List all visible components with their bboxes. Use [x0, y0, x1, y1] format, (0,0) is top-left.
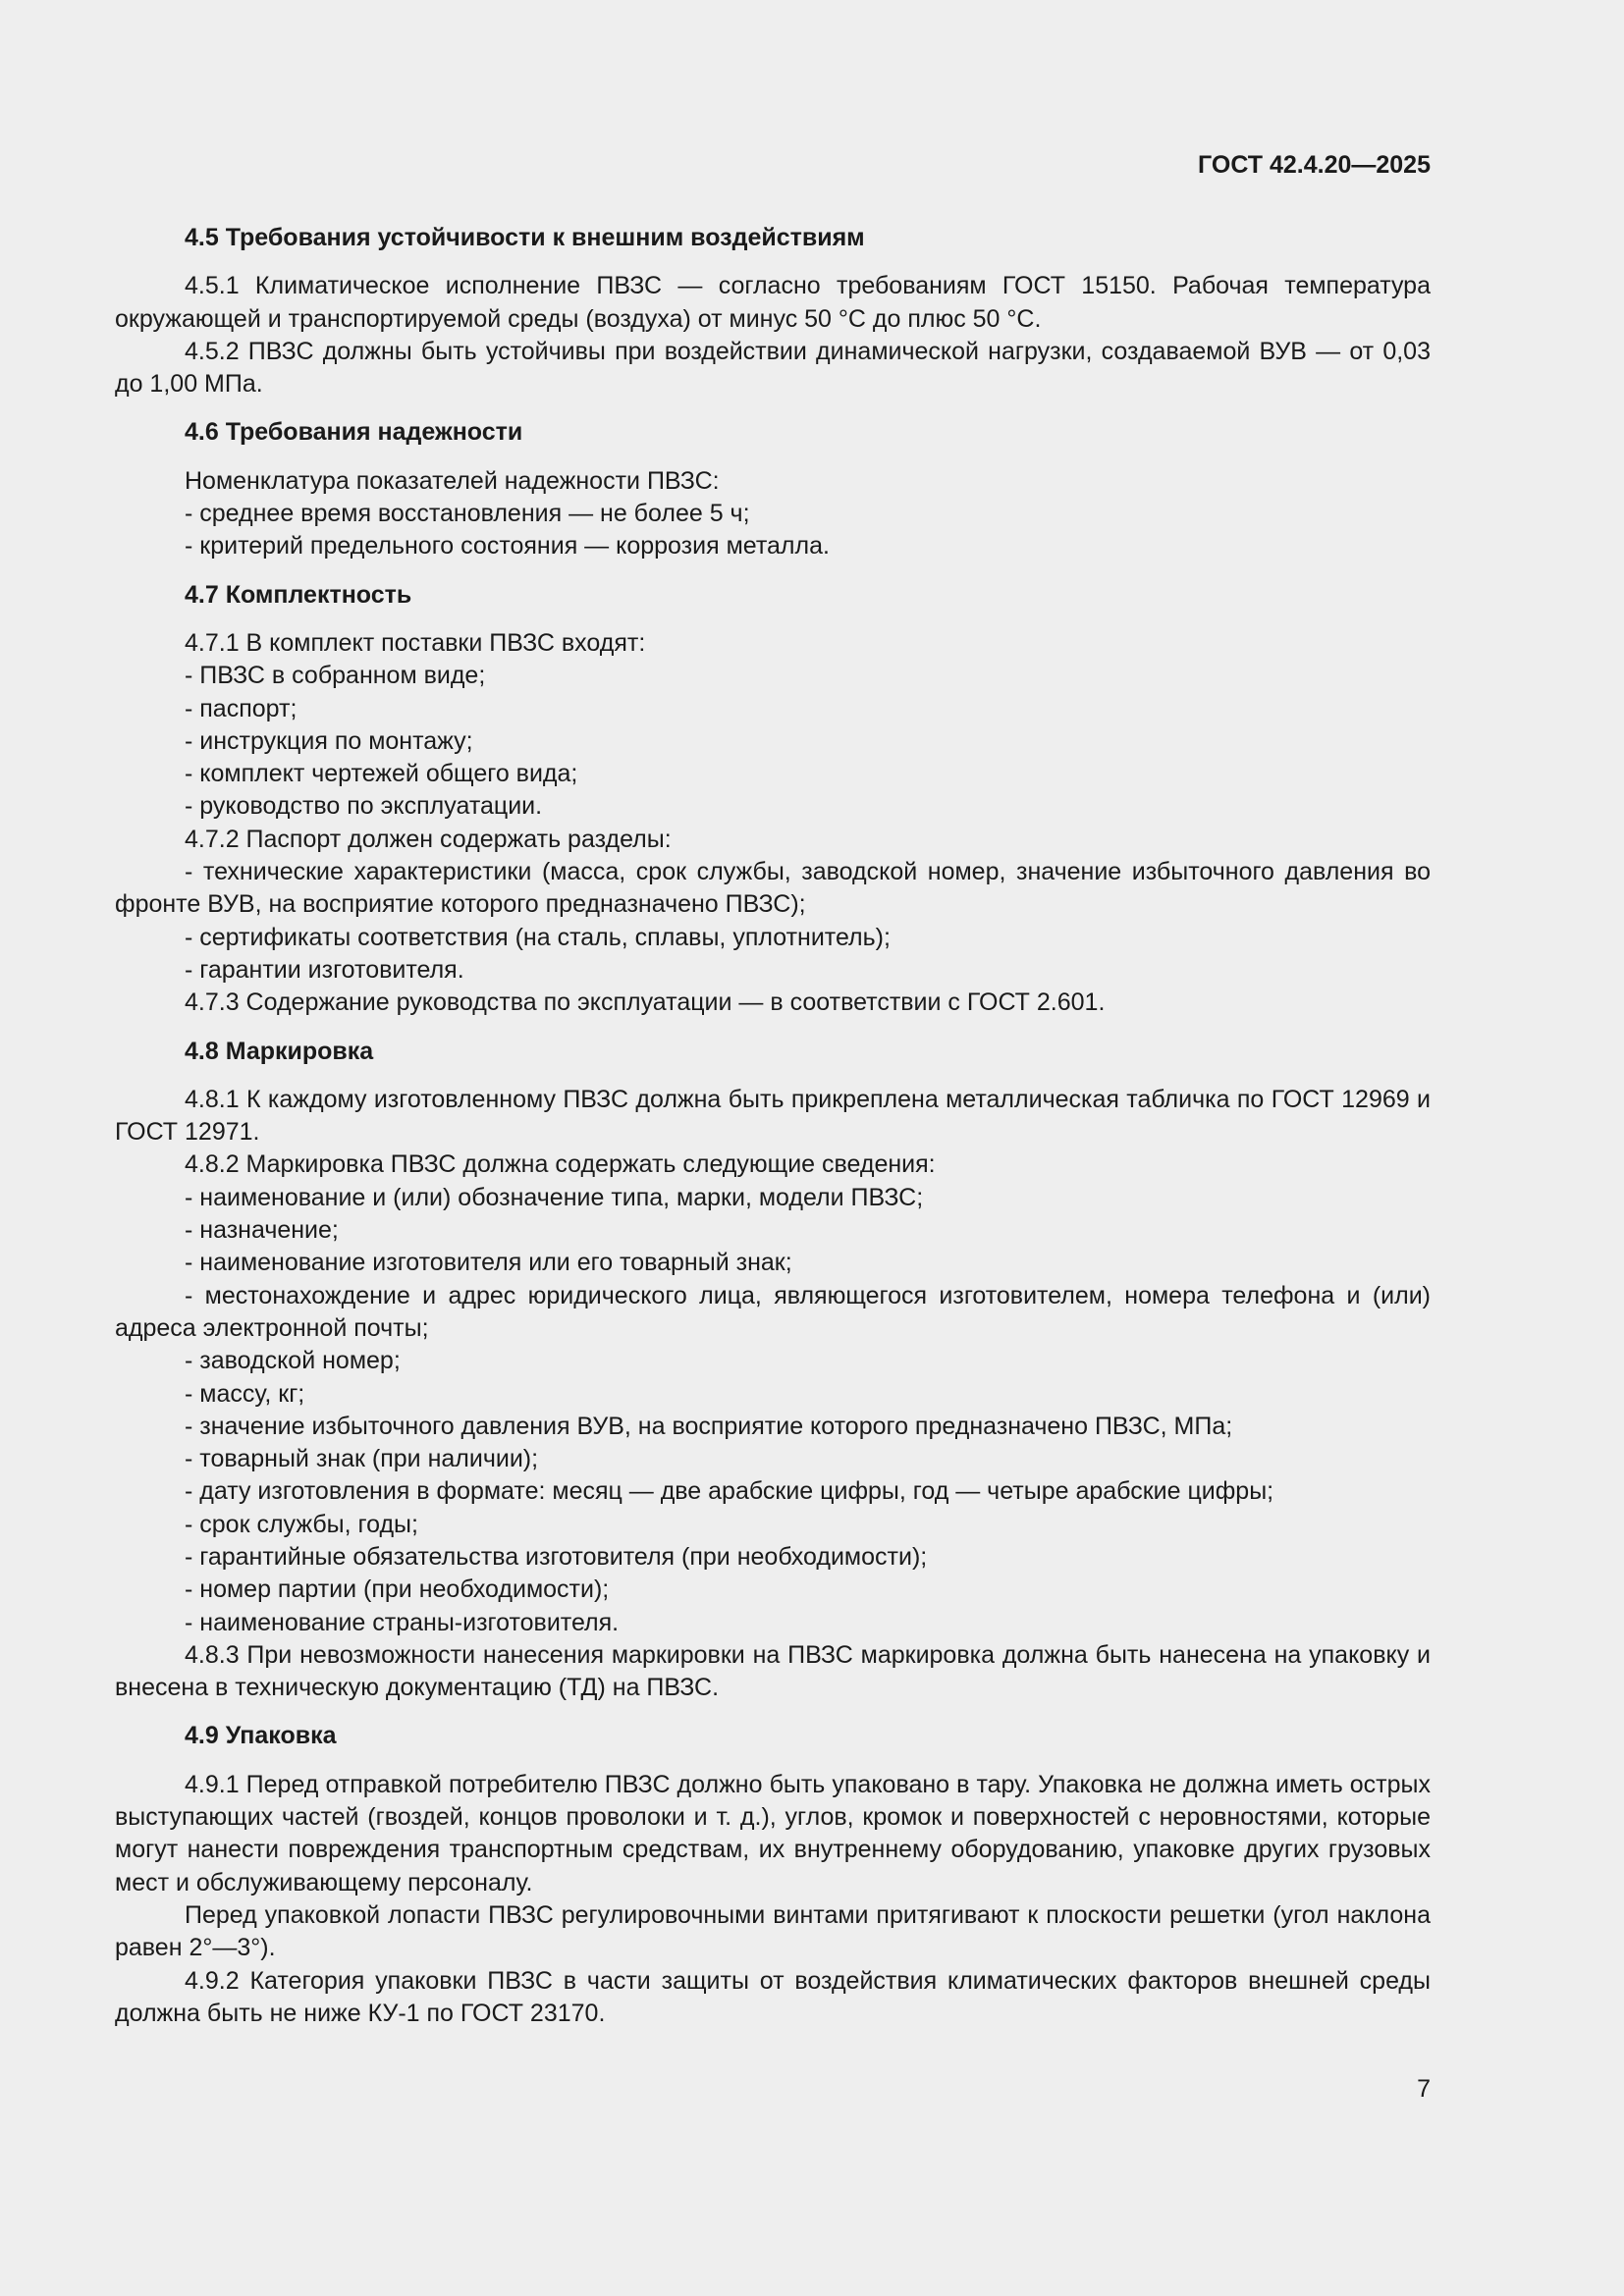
list-item: - паспорт; — [185, 694, 298, 722]
list-item: - среднее время восстановления — не более 5 ч; — [185, 500, 750, 528]
section-title-4-8: 4.8 Маркировка — [185, 1037, 374, 1065]
list-item: - наименование страны-изготовителя. — [185, 1608, 620, 1636]
list-item: - сертификаты соответствия (на сталь, сплавы, уплотнитель); — [185, 923, 891, 951]
document-body — [115, 222, 1431, 2030]
list-item: - критерий предельного состояния — коррозия металла. — [185, 532, 830, 561]
list-item: - массу, кг; — [185, 1379, 305, 1408]
page-number: 7 — [1417, 2075, 1431, 2103]
list-item: - товарный знак (при наличии); — [185, 1445, 539, 1473]
list-item: - назначение; — [185, 1216, 339, 1245]
paragraph-4-8-3: 4.8.3 При невозможности нанесения маркировки на ПВЗС маркировка должна быть нанесена на упаковку и внесена в техническую документацию (ТД) на ПВЗС. — [115, 1640, 1431, 1702]
paragraph-4-9-1: 4.9.1 Перед отправкой потребителю ПВЗС должно быть упаковано в тару. Упаковка не должна иметь острых выступающих частей (гвоздей, концов проволоки и т. д.), углов, кромок и поверхностей с неровностями, которые могут нанести повреждения транспортным средствам, их внутреннему оборудованию, упаковке других грузовых мест и обслуживающему персоналу. — [115, 1770, 1431, 1896]
section-title-4-5: 4.5 Требования устойчивости к внешним воздействиям — [185, 224, 865, 251]
list-item: - комплект чертежей общего вида; — [185, 760, 578, 788]
section-title-4-7: 4.7 Комплектность — [185, 580, 412, 609]
document-code: ГОСТ 42.4.20—2025 — [1198, 151, 1431, 179]
list-item: - наименование и (или) обозначение типа, марки, модели ПВЗС; — [185, 1183, 924, 1211]
list-item: - наименование изготовителя или его товарный знак; — [185, 1249, 792, 1277]
section-title-4-9: 4.9 Упаковка — [185, 1722, 337, 1750]
list-item: - руководство по эксплуатации. — [185, 792, 543, 821]
paragraph-4-5-1: 4.5.1 Климатическое исполнение ПВЗС — согласно требованиям ГОСТ 15150. Рабочая температура окружающей и транспортируемой среды (воздуха) от минус 50 °С до плюс 50 °С. — [115, 272, 1431, 333]
list-item: - ПВЗС в собранном виде; — [185, 662, 486, 690]
list-item: - номер партии (при необходимости); — [185, 1575, 610, 1604]
paragraph-4-7-2: 4.7.2 Паспорт должен содержать разделы: — [185, 825, 672, 853]
paragraph-4-5-2: 4.5.2 ПВЗС должны быть устойчивы при воздействии динамической нагрузки, создаваемой ВУВ — от 0,03 до 1,00 МПа. — [115, 337, 1431, 399]
paragraph-4-7-1: 4.7.1 В комплект поставки ПВЗС входят: — [185, 628, 646, 657]
list-item: - дату изготовления в формате: месяц — две арабские цифры, год — четыре арабские цифры; — [185, 1477, 1274, 1506]
list-item: - местонахождение и адрес юридического лица, являющегося изготовителем, номера телефона и (или) адреса электронной почты; — [115, 1281, 1431, 1342]
list-item: - гарантийные обязательства изготовителя (при необходимости); — [185, 1542, 928, 1571]
list-item: - заводской номер; — [185, 1347, 401, 1375]
list-item: - гарантии изготовителя. — [185, 955, 464, 984]
list-item: - инструкция по монтажу; — [185, 726, 473, 755]
paragraph-4-9-1-cont: Перед упаковкой лопасти ПВЗС регулировочными винтами притягивают к плоскости решетки (угол наклона равен 2°—3°). — [115, 1900, 1431, 1962]
paragraph-4-9-2: 4.9.2 Категория упаковки ПВЗС в части защиты от воздействия климатических факторов внешней среды должна быть не ниже КУ-1 по ГОСТ 23170. — [115, 1966, 1431, 2027]
paragraph-4-6-intro: Номенклатура показателей надежности ПВЗС: — [185, 466, 720, 495]
section-title-4-6: 4.6 Требования надежности — [185, 418, 523, 447]
list-item: - значение избыточного давления ВУВ, на восприятие которого предназначено ПВЗС, МПа; — [185, 1412, 1233, 1440]
paragraph-4-7-3: 4.7.3 Содержание руководства по эксплуатации — в соответствии с ГОСТ 2.601. — [185, 988, 1106, 1017]
paragraph-4-8-2: 4.8.2 Маркировка ПВЗС должна содержать следующие сведения: — [185, 1150, 936, 1179]
list-item: - технические характеристики (масса, срок службы, заводской номер, значение избыточного давления во фронте ВУВ, на восприятие которого предназначено ПВЗС); — [115, 858, 1431, 919]
list-item: - срок службы, годы; — [185, 1510, 418, 1538]
paragraph-4-8-1: 4.8.1 К каждому изготовленному ПВЗС должна быть прикреплена металлическая табличка по ГОСТ 12969 и ГОСТ 12971. — [115, 1085, 1431, 1147]
